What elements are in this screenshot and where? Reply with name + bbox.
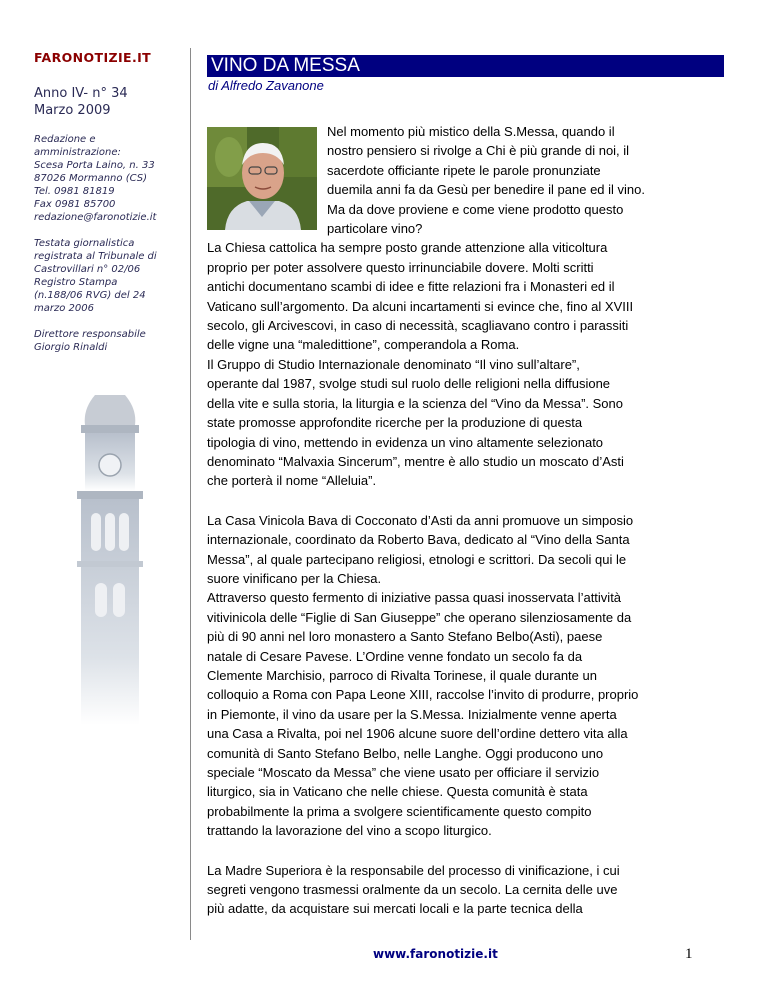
paragraph-3 [207,511,727,589]
text-line: liturgico, sia in Vaticano che nelle chiese. Questa comunità è stata [207,784,588,800]
text-line: Messa”, al quale partecipano religiosi, etnologi e scrittori. Da secoli qui le [207,551,627,567]
office-line: Scesa Porta Laino, n. 33 [34,160,155,171]
text-line: colloquio a Roma con Papa Leone XIII, raccolse l’invito di produrre, proprio [207,687,639,703]
office-email: redazione@faronotizie.it [34,212,157,223]
text-line: proprio per poter assolvere questo irrinunciabile dovere. Molti scritti [207,259,594,275]
text-line: trattando la lavorazione del vino a scopo liturgico. [207,823,492,839]
registry-line: registrata al Tribunale di [34,251,157,262]
text-line: antichi documentano scambi di idee e fitte relazioni fra i Monasteri ed il [207,279,615,295]
director-label: Direttore responsabile [34,329,146,340]
office-line: 87026 Mormanno (CS) [34,173,148,184]
text-line: speciale “Moscato da Messa” che viene usato per officiare il servizio [207,765,600,780]
text-line: internazionale, coordinato da Roberto Bava, dedicato al “Vino della Santa [207,532,630,548]
column-divider [190,48,191,940]
bell-tower-watermark [55,395,165,725]
sidebar [34,50,184,367]
lead-paragraph [327,122,727,238]
office-line: amministrazione: [34,147,121,158]
paragraph-4 [207,588,727,840]
text-line: La Madre Superiora è la responsabile del processo di vinificazione, i cui [207,862,620,878]
text-line: probabilmente la prima a svolgere scientificamente questo compito [207,803,592,819]
office-line: Fax 0981 85700 [34,199,116,210]
text-line: tipologia di vino, mettendo in evidenza un vino altamente selezionato [207,434,604,450]
text-line: operante dal 1987, svolge studi sul ruolo delle religioni nella diffusione [207,376,611,392]
director-info [34,328,184,354]
text-line: suore vinificano per la Chiesa. [207,570,382,586]
text-line: vitivinicola delle “Figlie di San Giuseppe” che operano silenziosamente da [207,609,632,625]
text-line: Vaticano sull’argomento. Da alcuni incartamenti si evince che, fino al XVIII [207,298,634,314]
text-line: della vite e sulla storia, la liturgia e la scienza del “Vino da Messa”. Sono [207,395,623,411]
paragraph-1 [207,238,727,354]
text-line: comunità di Santo Stefano Belbo, nelle Langhe. Oggi producono uno [207,745,604,761]
director-name: Giorgio Rinaldi [34,342,108,353]
text-line: Attraverso questo fermento di iniziative passa quasi inosservata l’attività [207,590,622,606]
text-line: Ma da dove proviene e come viene prodotto questo [327,201,624,217]
text-line: La Casa Vinicola Bava di Cocconato d’Asti da anni promuove un simposio [207,512,634,528]
text-line: duemila anni fa da Gesù per benedire il pane ed il vino. [327,182,645,198]
text-line: delle vigne una “maledittione”, comperandola a Roma. [207,337,520,353]
issue-date: Marzo 2009 [34,103,111,118]
article-title: VINO DA MESSA [207,55,724,77]
article-byline: di Alfredo Zavanone [208,78,324,93]
office-info [34,133,184,224]
text-line: in Piemonte, il vino da usare per la S.Messa. Inizialmente venne aperta [207,706,617,722]
registry-line: marzo 2006 [34,303,94,314]
text-line: Il Gruppo di Studio Internazionale denominato “Il vino sull’altare”, [207,356,580,372]
paragraph-2 [207,355,727,491]
office-line: Redazione e [34,134,96,145]
text-line: segreti vengono trasmessi oralmente da un secolo. La cernita delle uve [207,882,618,898]
registry-info [34,237,184,315]
registry-line: Castrovillari n° 02/06 [34,264,141,275]
registry-line: Registro Stampa [34,277,118,288]
article-body [207,122,727,919]
paragraph-5 [207,861,727,919]
issue-number: Anno IV- n° 34 [34,86,128,101]
text-line: Clemente Marchisio, parroco di Rivalta Torinese, il quale durante un [207,667,597,683]
text-line: state promosse approfondite ricerche per la produzione di questa [207,415,583,431]
text-line: natale di Cesare Pavese. L’Ordine venne fondato un secolo fa da [207,648,583,664]
footer-website-link[interactable]: www.faronotizie.it [373,947,498,961]
issue-info [34,85,184,119]
text-line: denominato “Malvaxia Sincerum”, mentre è allo studio un moscato d’Asti [207,453,624,469]
text-line: sacerdote officiante ripete le parole pronunziate [327,162,601,178]
text-line: nostro pensiero si rivolge a Chi è più grande di noi, il [327,143,630,159]
text-line: una Casa a Rivalta, poi nel 1906 alcune suore dell’ordine dettero vita alla [207,726,628,742]
text-line: Nel momento più mistico della S.Messa, quando il [327,124,615,139]
text-line: La Chiesa cattolica ha sempre posto grande attenzione alla viticoltura [207,240,608,256]
text-line: più adatte, da acquistare sui mercati locali e la parte tecnica della [207,901,583,917]
page-number: 1 [685,946,693,962]
text-line: che porterà il nome “Alleluia”. [207,473,377,489]
brand-name: FARONOTIZIE.IT [34,50,152,65]
registry-line: (n.188/06 RVG) del 24 [34,290,146,301]
text-line: più di 90 anni nel loro monastero a Santo Stefano Belbo(Asti), paese [207,629,603,645]
text-line: secolo, gli Arcivescovi, in caso di necessità, scagliavano contro i parassiti [207,318,629,334]
office-line: Tel. 0981 81819 [34,186,115,197]
registry-line: Testata giornalistica [34,238,135,249]
text-line: particolare vino? [327,221,423,237]
